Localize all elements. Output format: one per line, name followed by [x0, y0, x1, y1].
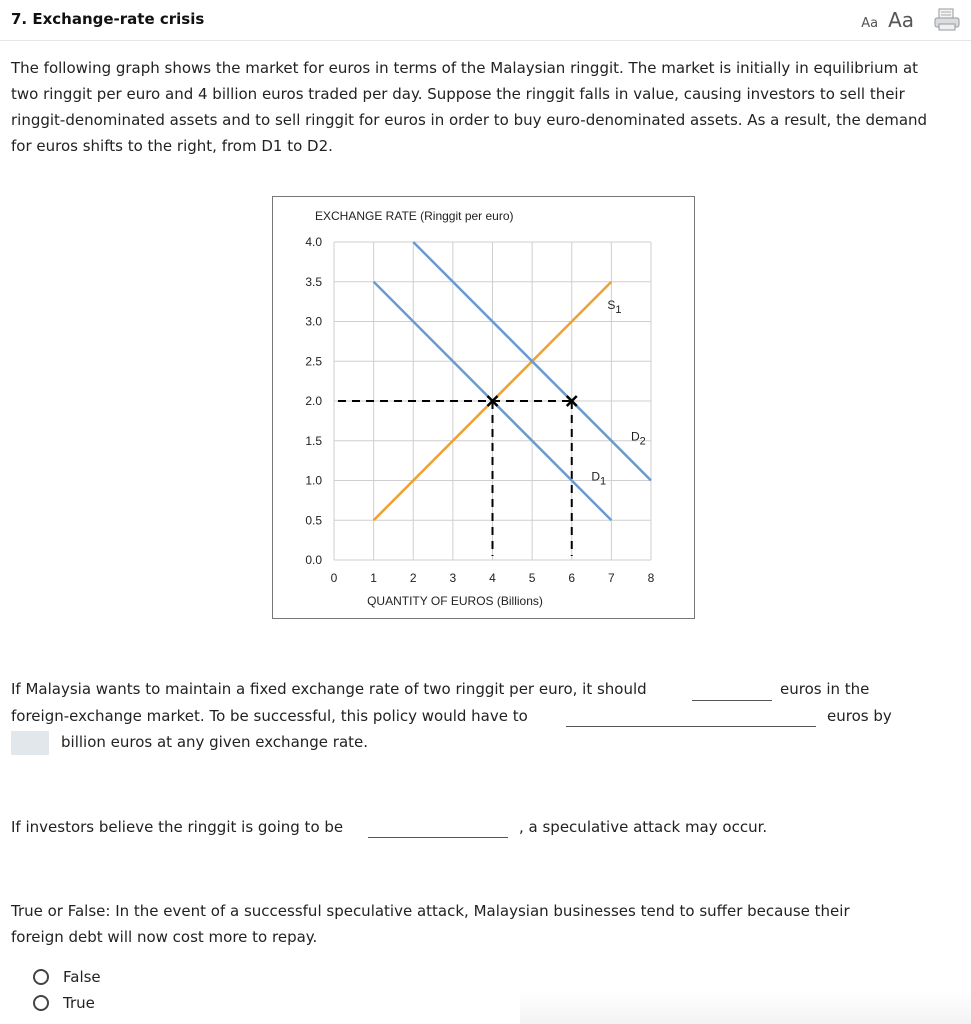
- y-axis-label: EXCHANGE RATE (Ringgit per euro): [315, 209, 514, 223]
- y-tick-label: 4.0: [305, 235, 322, 249]
- q1-amount-input[interactable]: [11, 731, 49, 755]
- curve-label-d2: D2: [631, 429, 646, 448]
- header-divider: [0, 40, 971, 41]
- print-icon[interactable]: [933, 8, 961, 32]
- font-decrease-button[interactable]: Aa: [861, 16, 879, 31]
- y-tick-label: 2.0: [305, 394, 322, 408]
- x-tick-label: 5: [528, 571, 536, 585]
- y-tick-label: 3.5: [305, 274, 322, 289]
- q1-blank-change[interactable]: [566, 726, 816, 727]
- option-false[interactable]: [33, 968, 101, 986]
- q1-text-4: euros by: [827, 707, 892, 725]
- q2-blank-direction[interactable]: [368, 837, 508, 838]
- question-title: 7. Exchange-rate crisis: [11, 10, 205, 28]
- y-tick-label: 0.0: [305, 553, 322, 567]
- x-tick-label: 0: [330, 571, 338, 585]
- curve-label-s1: S1: [607, 297, 622, 316]
- x-axis-label: QUANTITY OF EUROS (Billions): [367, 594, 543, 608]
- y-tick-label: 0.5: [305, 513, 322, 528]
- x-tick-label: 1: [370, 571, 377, 585]
- x-tick-label: 8: [647, 571, 655, 585]
- q1-text-1: If Malaysia wants to maintain a fixed exchange rate of two ringgit per euro, it should: [11, 680, 647, 698]
- font-increase-button[interactable]: Aa: [888, 8, 914, 32]
- intro-paragraph: The following graph shows the market for euros in terms of the Malaysian ringgit. The market is initially in equilibrium at two ringgit per euro and 4 billion euros traded per day. Suppose the ringgit falls in value, causing investors to sell their ringgit-denominated assets and to sell ringgit for euros in order to buy euro-denominated assets. As a result, the demand for euros shifts to the right, from D1 to D2.: [11, 59, 928, 155]
- x-tick-label: 2: [409, 571, 417, 585]
- q1-blank-action[interactable]: [692, 700, 772, 701]
- curve-label-d1: D1: [591, 469, 607, 488]
- y-tick-label: 1.5: [305, 433, 322, 448]
- x-tick-label: 4: [489, 571, 496, 585]
- y-tick-label: 1.0: [305, 473, 322, 488]
- option-label: True: [63, 994, 95, 1012]
- q3-text-2: foreign debt will now cost more to repay.: [11, 928, 318, 946]
- q1-text-2: euros in the: [780, 680, 870, 698]
- y-tick-label: 3.0: [305, 314, 322, 329]
- x-tick-label: 6: [568, 571, 576, 585]
- q3-text-1: True or False: In the event of a successful speculative attack, Malaysian businesses tend to suffer because their: [11, 902, 850, 920]
- bottom-fade: [520, 990, 971, 1024]
- option-true[interactable]: [33, 994, 95, 1012]
- radio-button[interactable]: [33, 995, 49, 1011]
- radio-button[interactable]: [33, 969, 49, 985]
- q1-text-3: foreign-exchange market. To be successful, this policy would have to: [11, 707, 528, 725]
- option-label: False: [63, 968, 101, 986]
- q1-text-5: billion euros at any given exchange rate.: [61, 733, 369, 751]
- supply-demand-chart: [272, 196, 695, 619]
- x-tick-label: 3: [449, 571, 457, 585]
- q2-text-2: , a speculative attack may occur.: [519, 818, 768, 836]
- font-size-controls: [861, 8, 914, 32]
- y-tick-label: 2.5: [305, 354, 322, 369]
- chart-svg: [273, 197, 694, 618]
- q2-text-1: If investors believe the ringgit is going to be: [11, 818, 344, 836]
- x-tick-label: 7: [608, 571, 615, 585]
